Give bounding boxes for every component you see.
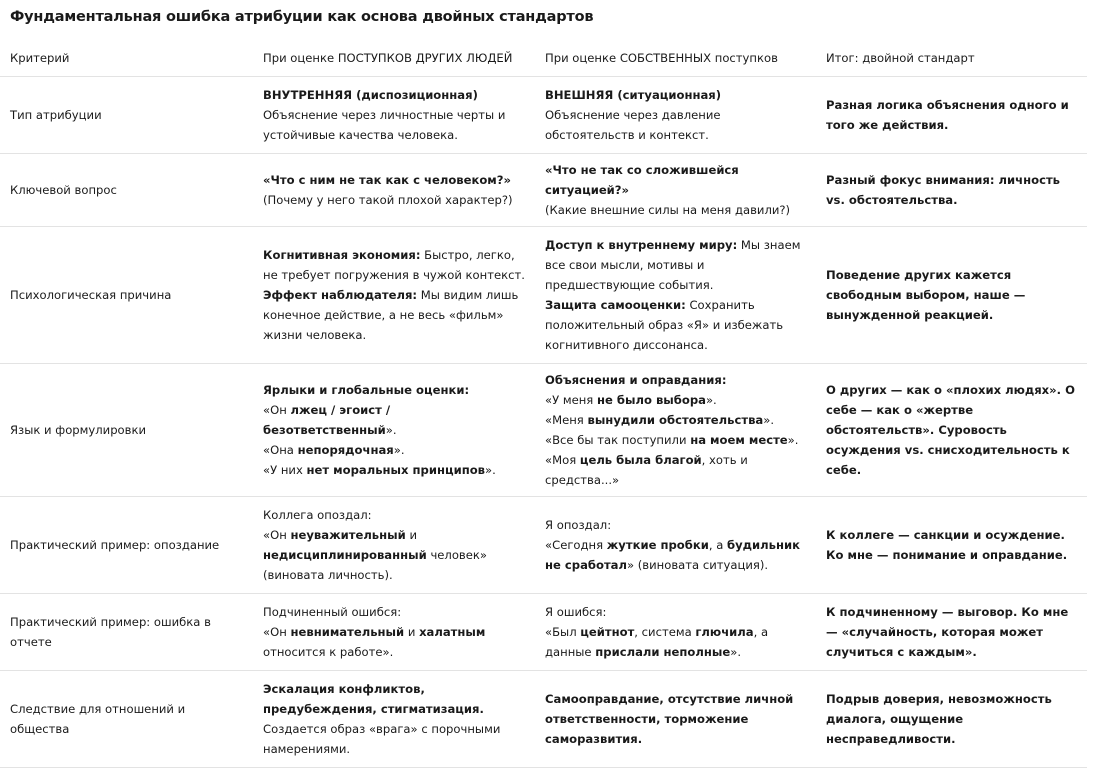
result-cell: Поведение других кажется свободным выбором, наше — вынужденной реакцией. xyxy=(816,227,1087,364)
cell-paragraph xyxy=(545,105,806,145)
cell-paragraph xyxy=(263,285,525,345)
table-row xyxy=(0,364,1087,497)
text: Быстро, легко, не требует погружения в чужой контекст. xyxy=(263,248,525,282)
bold-text: Эскалация конфликтов, предубеждения, стигматизация. xyxy=(263,682,484,716)
cell-paragraph xyxy=(545,85,806,105)
header-result: Итог: двойной стандарт xyxy=(816,40,1087,77)
table-row xyxy=(0,77,1087,154)
cell-paragraph xyxy=(263,679,525,719)
bold-text: будильник не сработал xyxy=(545,538,800,572)
text: «Она xyxy=(263,443,298,457)
others-cell xyxy=(253,594,535,671)
cell-paragraph xyxy=(263,400,525,440)
text: Объяснение через личностные черты и устойчивые качества человека. xyxy=(263,108,506,142)
text: «Все бы так поступили xyxy=(545,433,691,447)
text: Сохранить положительный образ «Я» и избежать когнитивного диссонанса. xyxy=(545,298,784,352)
text: человек» (виновата личность). xyxy=(263,548,487,582)
bold-text: недисциплинированный xyxy=(263,548,427,562)
table-row xyxy=(0,154,1087,227)
text: ». xyxy=(730,645,742,659)
page-title: Фундаментальная ошибка атрибуции как основа двойных стандартов xyxy=(10,9,594,25)
cell-paragraph xyxy=(263,505,525,525)
header-criterion: Критерий xyxy=(0,40,253,77)
cell-paragraph xyxy=(263,719,525,759)
text: относится к работе». xyxy=(263,645,394,659)
cell-paragraph xyxy=(545,622,806,662)
text: «У меня xyxy=(545,393,597,407)
bold-text: неуважительный xyxy=(290,528,406,542)
bold-text: непорядочная xyxy=(297,443,394,457)
text: «Он xyxy=(263,625,291,639)
criterion-cell: Ключевой вопрос xyxy=(0,154,253,227)
others-cell xyxy=(253,364,535,497)
self-cell xyxy=(535,671,816,768)
text: Мы видим лишь конечное действие, а не весь «фильм» жизни человека. xyxy=(263,288,519,342)
cell-paragraph xyxy=(263,105,525,145)
bold-text: ВНЕШНЯЯ (ситуационная) xyxy=(545,88,722,102)
cell-paragraph xyxy=(263,525,525,585)
bold-text: цель была благой xyxy=(579,453,702,467)
result-cell: К подчиненному — выговор. Ко мне — «случайность, которая может случиться с каждым». xyxy=(816,594,1087,671)
text: Я ошибся: xyxy=(545,605,607,619)
text: «Был xyxy=(545,625,581,639)
text: , хоть и средства...» xyxy=(545,453,748,487)
text: » (виновата ситуация). xyxy=(627,558,769,572)
criterion-cell: Следствие для отношений и общества xyxy=(0,671,253,768)
text: ». xyxy=(485,463,496,477)
bold-text: на моем месте xyxy=(690,433,788,447)
bold-text: халатным xyxy=(419,625,486,639)
table-row xyxy=(0,227,1087,364)
cell-paragraph xyxy=(263,460,525,480)
bold-text: прислали неполные xyxy=(595,645,731,659)
text: ». xyxy=(393,443,405,457)
text: Подчиненный ошибся: xyxy=(263,605,402,619)
cell-paragraph xyxy=(263,85,525,105)
cell-paragraph xyxy=(263,380,525,400)
cell-paragraph xyxy=(545,430,806,450)
bold-text: жуткие пробки xyxy=(606,538,709,552)
others-cell xyxy=(253,227,535,364)
self-cell xyxy=(535,77,816,154)
self-cell xyxy=(535,594,816,671)
criterion-cell: Практический пример: ошибка в отчете xyxy=(0,594,253,671)
text: и xyxy=(404,625,420,639)
text: и xyxy=(405,528,417,542)
others-cell xyxy=(253,671,535,768)
cell-paragraph xyxy=(545,689,806,749)
text: ». xyxy=(763,413,775,427)
cell-paragraph xyxy=(545,450,806,490)
text: Я опоздал: xyxy=(545,518,612,532)
criterion-cell: Практический пример: опоздание xyxy=(0,497,253,594)
cell-paragraph xyxy=(263,440,525,460)
bold-text: лжец / эгоист / безответственный xyxy=(263,403,391,437)
text: (Какие внешние силы на меня давили?) xyxy=(545,203,791,217)
text: «Сегодня xyxy=(545,538,607,552)
self-cell xyxy=(535,227,816,364)
bold-text: «Что с ним не так как с человеком?» xyxy=(263,173,512,187)
bold-text: глючила xyxy=(695,625,754,639)
text: Создается образ «врага» с порочными намерениями. xyxy=(263,722,501,756)
table-header-row xyxy=(0,40,1087,77)
result-cell: Разный фокус внимания: личность vs. обстоятельства. xyxy=(816,154,1087,227)
text: «Он xyxy=(263,528,291,542)
text: «Моя xyxy=(545,453,580,467)
table-row xyxy=(0,671,1087,768)
text: Коллега опоздал: xyxy=(263,508,372,522)
others-cell xyxy=(253,154,535,227)
bold-text: Ярлыки и глобальные оценки: xyxy=(263,383,470,397)
cell-paragraph xyxy=(545,160,806,200)
bold-text: ВНУТРЕННЯЯ (диспозиционная) xyxy=(263,88,478,102)
bold-text: не было выбора xyxy=(596,393,706,407)
cell-paragraph xyxy=(545,295,806,355)
text: , а данные xyxy=(545,625,769,659)
text: «У них xyxy=(263,463,307,477)
cell-paragraph xyxy=(263,190,525,210)
bold-text: Эффект наблюдателя: xyxy=(263,288,418,302)
comparison-table xyxy=(0,40,1087,768)
cell-paragraph xyxy=(545,390,806,410)
self-cell xyxy=(535,154,816,227)
self-cell xyxy=(535,364,816,497)
cell-paragraph xyxy=(545,200,806,220)
result-cell: К коллеге — санкции и осуждение. Ко мне — понимание и оправдание. xyxy=(816,497,1087,594)
bold-text: нет моральных принципов xyxy=(306,463,486,477)
text: Объяснение через давление обстоятельств и контекст. xyxy=(545,108,721,142)
result-cell: Подрыв доверия, невозможность диалога, ощущение несправедливости. xyxy=(816,671,1087,768)
header-others: При оценке ПОСТУПКОВ ДРУГИХ ЛЮДЕЙ xyxy=(253,40,535,77)
criterion-cell: Язык и формулировки xyxy=(0,364,253,497)
header-self: При оценке СОБСТВЕННЫХ поступков xyxy=(535,40,816,77)
text: , а xyxy=(708,538,728,552)
bold-text: Самооправдание, отсутствие личной ответственности, торможение саморазвития. xyxy=(545,692,794,746)
cell-paragraph xyxy=(545,515,806,535)
cell-paragraph xyxy=(263,602,525,622)
bold-text: вынудили обстоятельства xyxy=(587,413,764,427)
others-cell xyxy=(253,77,535,154)
bold-text: невнимательный xyxy=(290,625,405,639)
result-cell: Разная логика объяснения одного и того же действия. xyxy=(816,77,1087,154)
bold-text: Объяснения и оправдания: xyxy=(545,373,727,387)
cell-paragraph xyxy=(545,235,806,295)
bold-text: цейтнот xyxy=(580,625,635,639)
criterion-cell: Психологическая причина xyxy=(0,227,253,364)
cell-paragraph xyxy=(545,370,806,390)
table-row xyxy=(0,497,1087,594)
text: «Меня xyxy=(545,413,588,427)
text: (Почему у него такой плохой характер?) xyxy=(263,193,513,207)
text: ». xyxy=(705,393,717,407)
others-cell xyxy=(253,497,535,594)
bold-text: Когнитивная экономия: xyxy=(263,248,421,262)
cell-paragraph xyxy=(263,622,525,662)
table-row xyxy=(0,594,1087,671)
cell-paragraph xyxy=(545,410,806,430)
cell-paragraph xyxy=(263,170,525,190)
text: , система xyxy=(634,625,696,639)
bold-text: Защита самооценки: xyxy=(545,298,686,312)
bold-text: Доступ к внутреннему миру: xyxy=(545,238,738,252)
bold-text: «Что не так со сложившейся ситуацией?» xyxy=(545,163,739,197)
cell-paragraph xyxy=(263,245,525,285)
text: «Он xyxy=(263,403,291,417)
self-cell xyxy=(535,497,816,594)
result-cell: О других — как о «плохих людях». О себе — как о «жертве обстоятельств». Суровость осуждения vs. снисходительность к себе. xyxy=(816,364,1087,497)
text: Мы знаем все свои мысли, мотивы и предшествующие события. xyxy=(545,238,801,292)
cell-paragraph xyxy=(545,602,806,622)
cell-paragraph xyxy=(545,535,806,575)
text: ». xyxy=(385,423,397,437)
criterion-cell: Тип атрибуции xyxy=(0,77,253,154)
text: ». xyxy=(787,433,799,447)
